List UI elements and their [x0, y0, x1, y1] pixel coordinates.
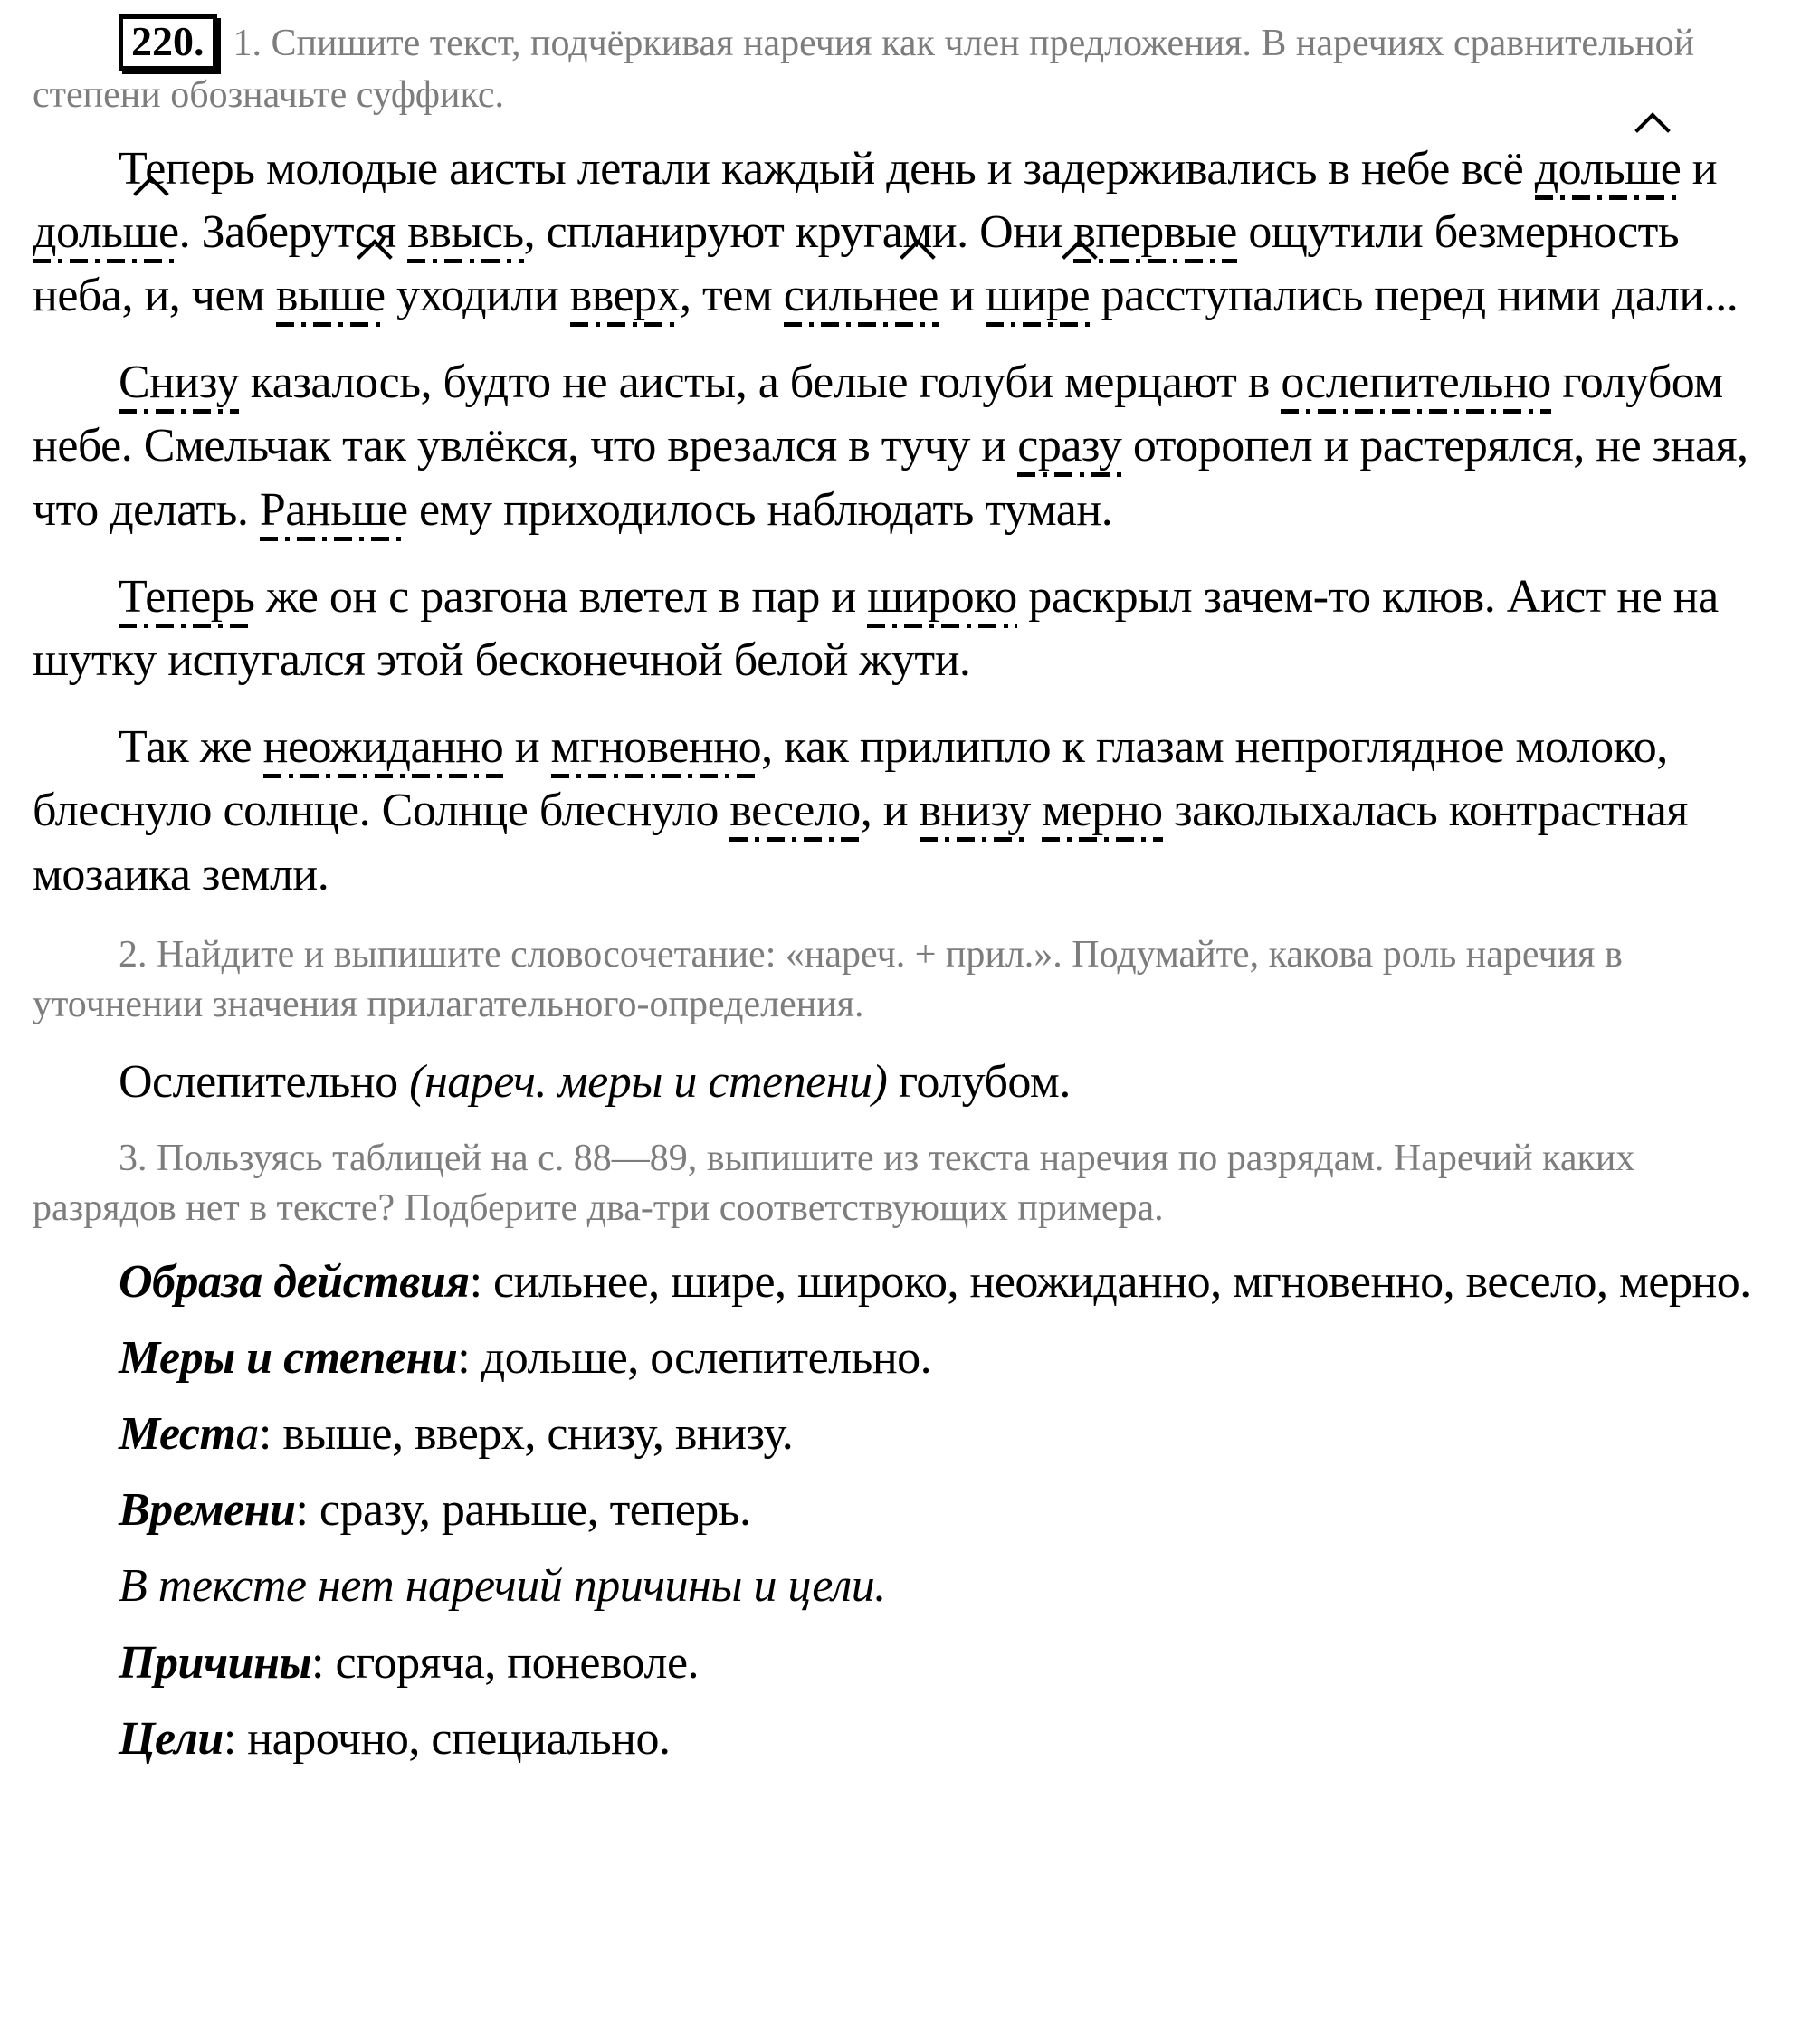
adverb-underlined: дольше	[1535, 143, 1682, 200]
adverb-underlined: мерно	[1042, 785, 1162, 842]
adverb-underlined: дольше	[33, 206, 179, 263]
adverb-underlined: ослепительно	[1281, 357, 1550, 414]
adverb-underlined: Раньше	[260, 484, 408, 541]
adverb-underlined: мгновенно	[551, 721, 762, 778]
text-run: ощутили безмерность неба, и, чем	[33, 205, 1680, 322]
text-run: ему приходилось наблюдать туман.	[407, 483, 1113, 536]
adverb-underlined: широко	[867, 571, 1017, 628]
adverb-underlined: внизу	[920, 785, 1031, 842]
task1-text: 1. Спишите текст, подчёркивая наречия как член предложения. В наречиях сравнительной степени обозначьте суффикс.	[33, 23, 1695, 117]
text-paragraph	[33, 138, 1787, 329]
exercise-text	[33, 138, 1787, 907]
text-run: : сгоряча, поневоле.	[311, 1636, 700, 1689]
text-paragraph	[33, 351, 1787, 542]
answer2-line	[33, 1051, 1787, 1114]
text-run: уходили	[385, 270, 570, 322]
text-run: Цели	[119, 1712, 224, 1765]
text-run: а	[235, 1408, 259, 1461]
answer-line	[33, 1555, 1787, 1618]
task2-paragraph: 2. Найдите и выпишите словосочетание: «нареч. + прил.». Подумайте, какова роль наречия в уточнении значения прилагательного-определения.	[33, 933, 1623, 1026]
text-run: голубом.	[887, 1055, 1071, 1108]
adverb-underlined: неожиданно	[263, 721, 504, 778]
answer-line	[33, 1251, 1787, 1314]
text-paragraph	[33, 716, 1787, 907]
text-run: Меры и степени	[119, 1331, 458, 1384]
text-run: : сильнее, шире, широко, неожиданно, мгновенно, весело, мерно.	[469, 1255, 1751, 1308]
answer-line	[33, 1403, 1787, 1466]
text-run: Ослепительно	[119, 1055, 410, 1108]
text-run: раскрыл зачем-то клюв. Аист не на шутку испугался этой бесконечной белой жути.	[33, 570, 1719, 687]
text-run: (нареч. меры и степени)	[409, 1055, 888, 1108]
adverb-underlined: впервые	[1073, 206, 1237, 263]
answer-line	[33, 1327, 1787, 1390]
adverb-underlined: сильнее	[784, 270, 939, 327]
text-run: , как прилипло к глазам непроглядное молоко, блеснуло солнце. Солнце блеснуло	[33, 721, 1668, 837]
adverb-underlined: сразу	[1017, 420, 1121, 477]
adverb-underlined: весело	[729, 785, 860, 842]
text-run: голубом небе. Смельчак так увлёкся, что врезался в тучу и	[33, 357, 1723, 472]
text-run: оторопел и растерялся, не зная, что делать.	[33, 420, 1749, 536]
text-run	[1031, 785, 1043, 836]
adverb-underlined: шире	[986, 270, 1090, 327]
text-run: же он с разгона влетел в пар и	[254, 570, 868, 623]
exercise-number-box: 220.	[119, 14, 217, 71]
text-run: казалось, будто не аисты, а белые голуби мерцают в	[239, 357, 1282, 409]
text-run: , и	[860, 785, 920, 837]
text-run: Времени	[119, 1484, 296, 1537]
text-run: , спланируют кругами. Они	[523, 205, 1074, 258]
adverb-underlined: ввысь	[407, 206, 523, 263]
text-run: В тексте нет наречий причины и цели.	[119, 1560, 886, 1613]
text-run: Теперь молодые аисты летали каждый день и задерживались в небе всё	[119, 142, 1535, 195]
answer-line	[33, 1479, 1787, 1542]
task1-paragraph	[33, 14, 1787, 121]
text-run: : выше, вверх, снизу, внизу.	[258, 1408, 794, 1461]
text-run: и	[1681, 142, 1718, 195]
text-run: и	[938, 270, 986, 322]
text-run: заколыхалась контрастная мозаика земли.	[33, 785, 1688, 900]
text-run: , тем	[680, 270, 784, 322]
suffix-caret: ше	[1625, 142, 1682, 195]
text-run: : дольше, ослепительно.	[457, 1331, 932, 1384]
adverb-underlined: вверх	[570, 270, 680, 327]
text-run: Образа действия	[119, 1255, 470, 1308]
answer-line	[33, 1632, 1787, 1695]
text-run: расступались перед ними дали...	[1090, 270, 1739, 322]
suffix-caret: ше	[122, 205, 179, 258]
answer-line	[33, 1708, 1787, 1771]
text-paragraph	[33, 566, 1787, 692]
text-run: Мест	[119, 1408, 236, 1461]
text-run: : сразу, раньше, теперь.	[295, 1484, 751, 1537]
text-run: Причины	[119, 1636, 312, 1689]
text-run: Так же	[119, 721, 263, 774]
suffix-caret: е	[364, 270, 386, 322]
adverb-underlined: выше	[276, 270, 386, 327]
suffix-caret: е	[1069, 270, 1091, 322]
answers-list	[33, 1251, 1787, 1771]
text-run: и	[503, 721, 551, 774]
suffix-caret: ее	[897, 270, 939, 322]
text-run: : нарочно, специально.	[223, 1712, 671, 1765]
task3-paragraph: 3. Пользуясь таблицей на с. 88—89, выпишите из текста наречия по разрядам. Наречий каких разрядов нет в тексте? Подберите два-три соответствующих примера.	[33, 1137, 1635, 1230]
text-run: . Заберутся	[178, 205, 408, 258]
adverb-underlined: Снизу	[119, 357, 239, 414]
adverb-underlined: Теперь	[119, 571, 255, 628]
